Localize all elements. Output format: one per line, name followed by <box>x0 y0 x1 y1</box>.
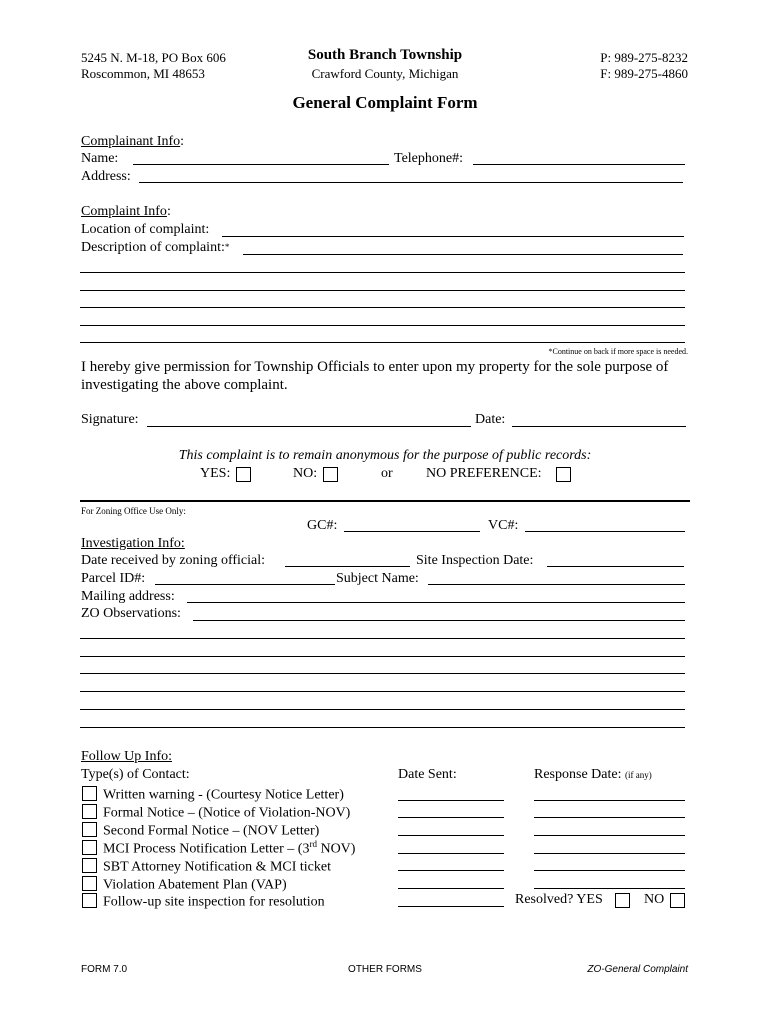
signature-field[interactable] <box>147 426 471 427</box>
subject-name-field[interactable] <box>428 584 685 585</box>
complainant-heading: Complainant Info: <box>81 134 185 149</box>
form-title: General Complaint Form <box>292 93 478 112</box>
gc-field[interactable] <box>344 531 480 532</box>
contact-type-label: MCI Process Notification Letter – (3rd NOV) <box>103 839 356 857</box>
description-line[interactable] <box>80 290 685 291</box>
observations-line[interactable] <box>80 691 685 692</box>
org-name: South Branch Township <box>307 47 463 63</box>
response-date-field[interactable] <box>534 853 685 854</box>
description-line[interactable] <box>80 325 685 326</box>
contact-type-checkbox[interactable] <box>82 822 97 837</box>
investigation-heading: Investigation Info: <box>81 536 185 551</box>
address-line-1: 5245 N. M-18, PO Box 606 <box>81 50 226 65</box>
resolved-yes-checkbox[interactable] <box>615 893 630 908</box>
date-received-label: Date received by zoning official: <box>81 553 265 568</box>
response-date-label: Response Date: (if any) <box>534 767 652 782</box>
contact-type-label: Formal Notice – (Notice of Violation-NOV) <box>103 805 351 821</box>
description-line[interactable] <box>80 272 685 273</box>
contact-type-checkbox[interactable] <box>82 876 97 891</box>
observations-line[interactable] <box>80 673 685 674</box>
response-date-field[interactable] <box>534 817 685 818</box>
address-field[interactable] <box>139 182 683 183</box>
name-label: Name: <box>81 151 119 166</box>
response-date-field[interactable] <box>534 800 685 801</box>
no-label: NO: <box>293 466 318 481</box>
site-inspection-label: Site Inspection Date: <box>416 553 534 568</box>
mailing-label: Mailing address: <box>81 589 175 604</box>
contact-type-checkbox[interactable] <box>82 858 97 873</box>
contact-type-label: Written warning - (Courtesy Notice Letter) <box>103 787 344 803</box>
footer-form-name: ZO-General Complaint <box>587 964 688 975</box>
permission-line-1: I hereby give permission for Township Officials to enter upon my property for the sole purpose of <box>81 359 669 375</box>
observations-label: ZO Observations: <box>81 606 181 621</box>
parcel-label: Parcel ID#: <box>81 571 146 586</box>
location-field[interactable] <box>222 236 684 237</box>
observations-line[interactable] <box>80 727 685 728</box>
address-line-2: Roscommon, MI 48653 <box>81 66 205 81</box>
description-field[interactable] <box>243 254 683 255</box>
resolved-yes-label: Resolved? YES <box>515 892 603 907</box>
contact-type-label: Violation Abatement Plan (VAP) <box>103 877 287 893</box>
response-date-field[interactable] <box>534 870 685 871</box>
date-sent-field[interactable] <box>398 800 504 801</box>
no-preference-label: NO PREFERENCE: <box>426 466 542 481</box>
footer-section: OTHER FORMS <box>348 964 422 975</box>
date-sent-field[interactable] <box>398 888 504 889</box>
date-field[interactable] <box>512 426 686 427</box>
telephone-field[interactable] <box>473 164 685 165</box>
subject-name-label: Subject Name: <box>336 571 419 586</box>
vc-label: VC#: <box>488 518 519 533</box>
telephone-label: Telephone#: <box>394 151 463 166</box>
description-line[interactable] <box>80 307 685 308</box>
gc-label: GC#: <box>307 518 338 533</box>
contact-type-label: SBT Attorney Notification & MCI ticket <box>103 859 331 875</box>
observations-line[interactable] <box>80 638 685 639</box>
response-date-field[interactable] <box>534 888 685 889</box>
date-sent-field[interactable] <box>398 906 504 907</box>
no-preference-checkbox[interactable] <box>556 467 571 482</box>
yes-label: YES: <box>200 466 231 481</box>
date-sent-field[interactable] <box>398 835 504 836</box>
contact-type-checkbox[interactable] <box>82 786 97 801</box>
observations-line[interactable] <box>80 656 685 657</box>
description-line[interactable] <box>80 342 685 343</box>
contact-type-checkbox[interactable] <box>82 840 97 855</box>
continue-note: *Continue on back if more space is needed. <box>548 347 688 356</box>
date-sent-field[interactable] <box>398 853 504 854</box>
date-label: Date: <box>475 412 506 427</box>
phone-number: P: 989-275-8232 <box>600 50 688 65</box>
permission-line-2: investigating the above complaint. <box>81 377 288 393</box>
no-checkbox[interactable] <box>323 467 338 482</box>
date-received-field[interactable] <box>285 566 410 567</box>
description-label: Description of complaint:* <box>81 240 230 255</box>
date-sent-label: Date Sent: <box>398 767 457 782</box>
contact-type-label: Follow-up site inspection for resolution <box>103 894 325 910</box>
anonymous-statement: This complaint is to remain anonymous for the purpose of public records: <box>178 448 592 463</box>
or-label: or <box>381 466 393 481</box>
address-label: Address: <box>81 169 131 184</box>
contact-type-label: Second Formal Notice – (NOV Letter) <box>103 823 320 839</box>
resolved-no-checkbox[interactable] <box>670 893 685 908</box>
date-sent-field[interactable] <box>398 870 504 871</box>
observations-field[interactable] <box>193 620 685 621</box>
vc-field[interactable] <box>525 531 685 532</box>
contact-types-label: Type(s) of Contact: <box>81 767 190 782</box>
location-label: Location of complaint: <box>81 222 210 237</box>
county-name: Crawford County, Michigan <box>311 66 459 81</box>
parcel-field[interactable] <box>155 584 335 585</box>
footer-form-number: FORM 7.0 <box>81 964 128 975</box>
fax-number: F: 989-275-4860 <box>600 66 688 81</box>
observations-line[interactable] <box>80 709 685 710</box>
yes-checkbox[interactable] <box>236 467 251 482</box>
name-field[interactable] <box>133 164 389 165</box>
office-use-divider <box>80 500 690 502</box>
date-sent-field[interactable] <box>398 817 504 818</box>
response-date-field[interactable] <box>534 835 685 836</box>
contact-type-checkbox[interactable] <box>82 804 97 819</box>
contact-type-checkbox[interactable] <box>82 893 97 908</box>
site-inspection-field[interactable] <box>547 566 684 567</box>
complaint-heading: Complaint Info: <box>81 204 171 219</box>
office-use-label: For Zoning Office Use Only: <box>81 506 186 516</box>
follow-up-heading: Follow Up Info: <box>81 749 172 764</box>
mailing-field[interactable] <box>187 602 685 603</box>
resolved-no-label: NO <box>644 892 665 907</box>
signature-label: Signature: <box>81 412 139 427</box>
